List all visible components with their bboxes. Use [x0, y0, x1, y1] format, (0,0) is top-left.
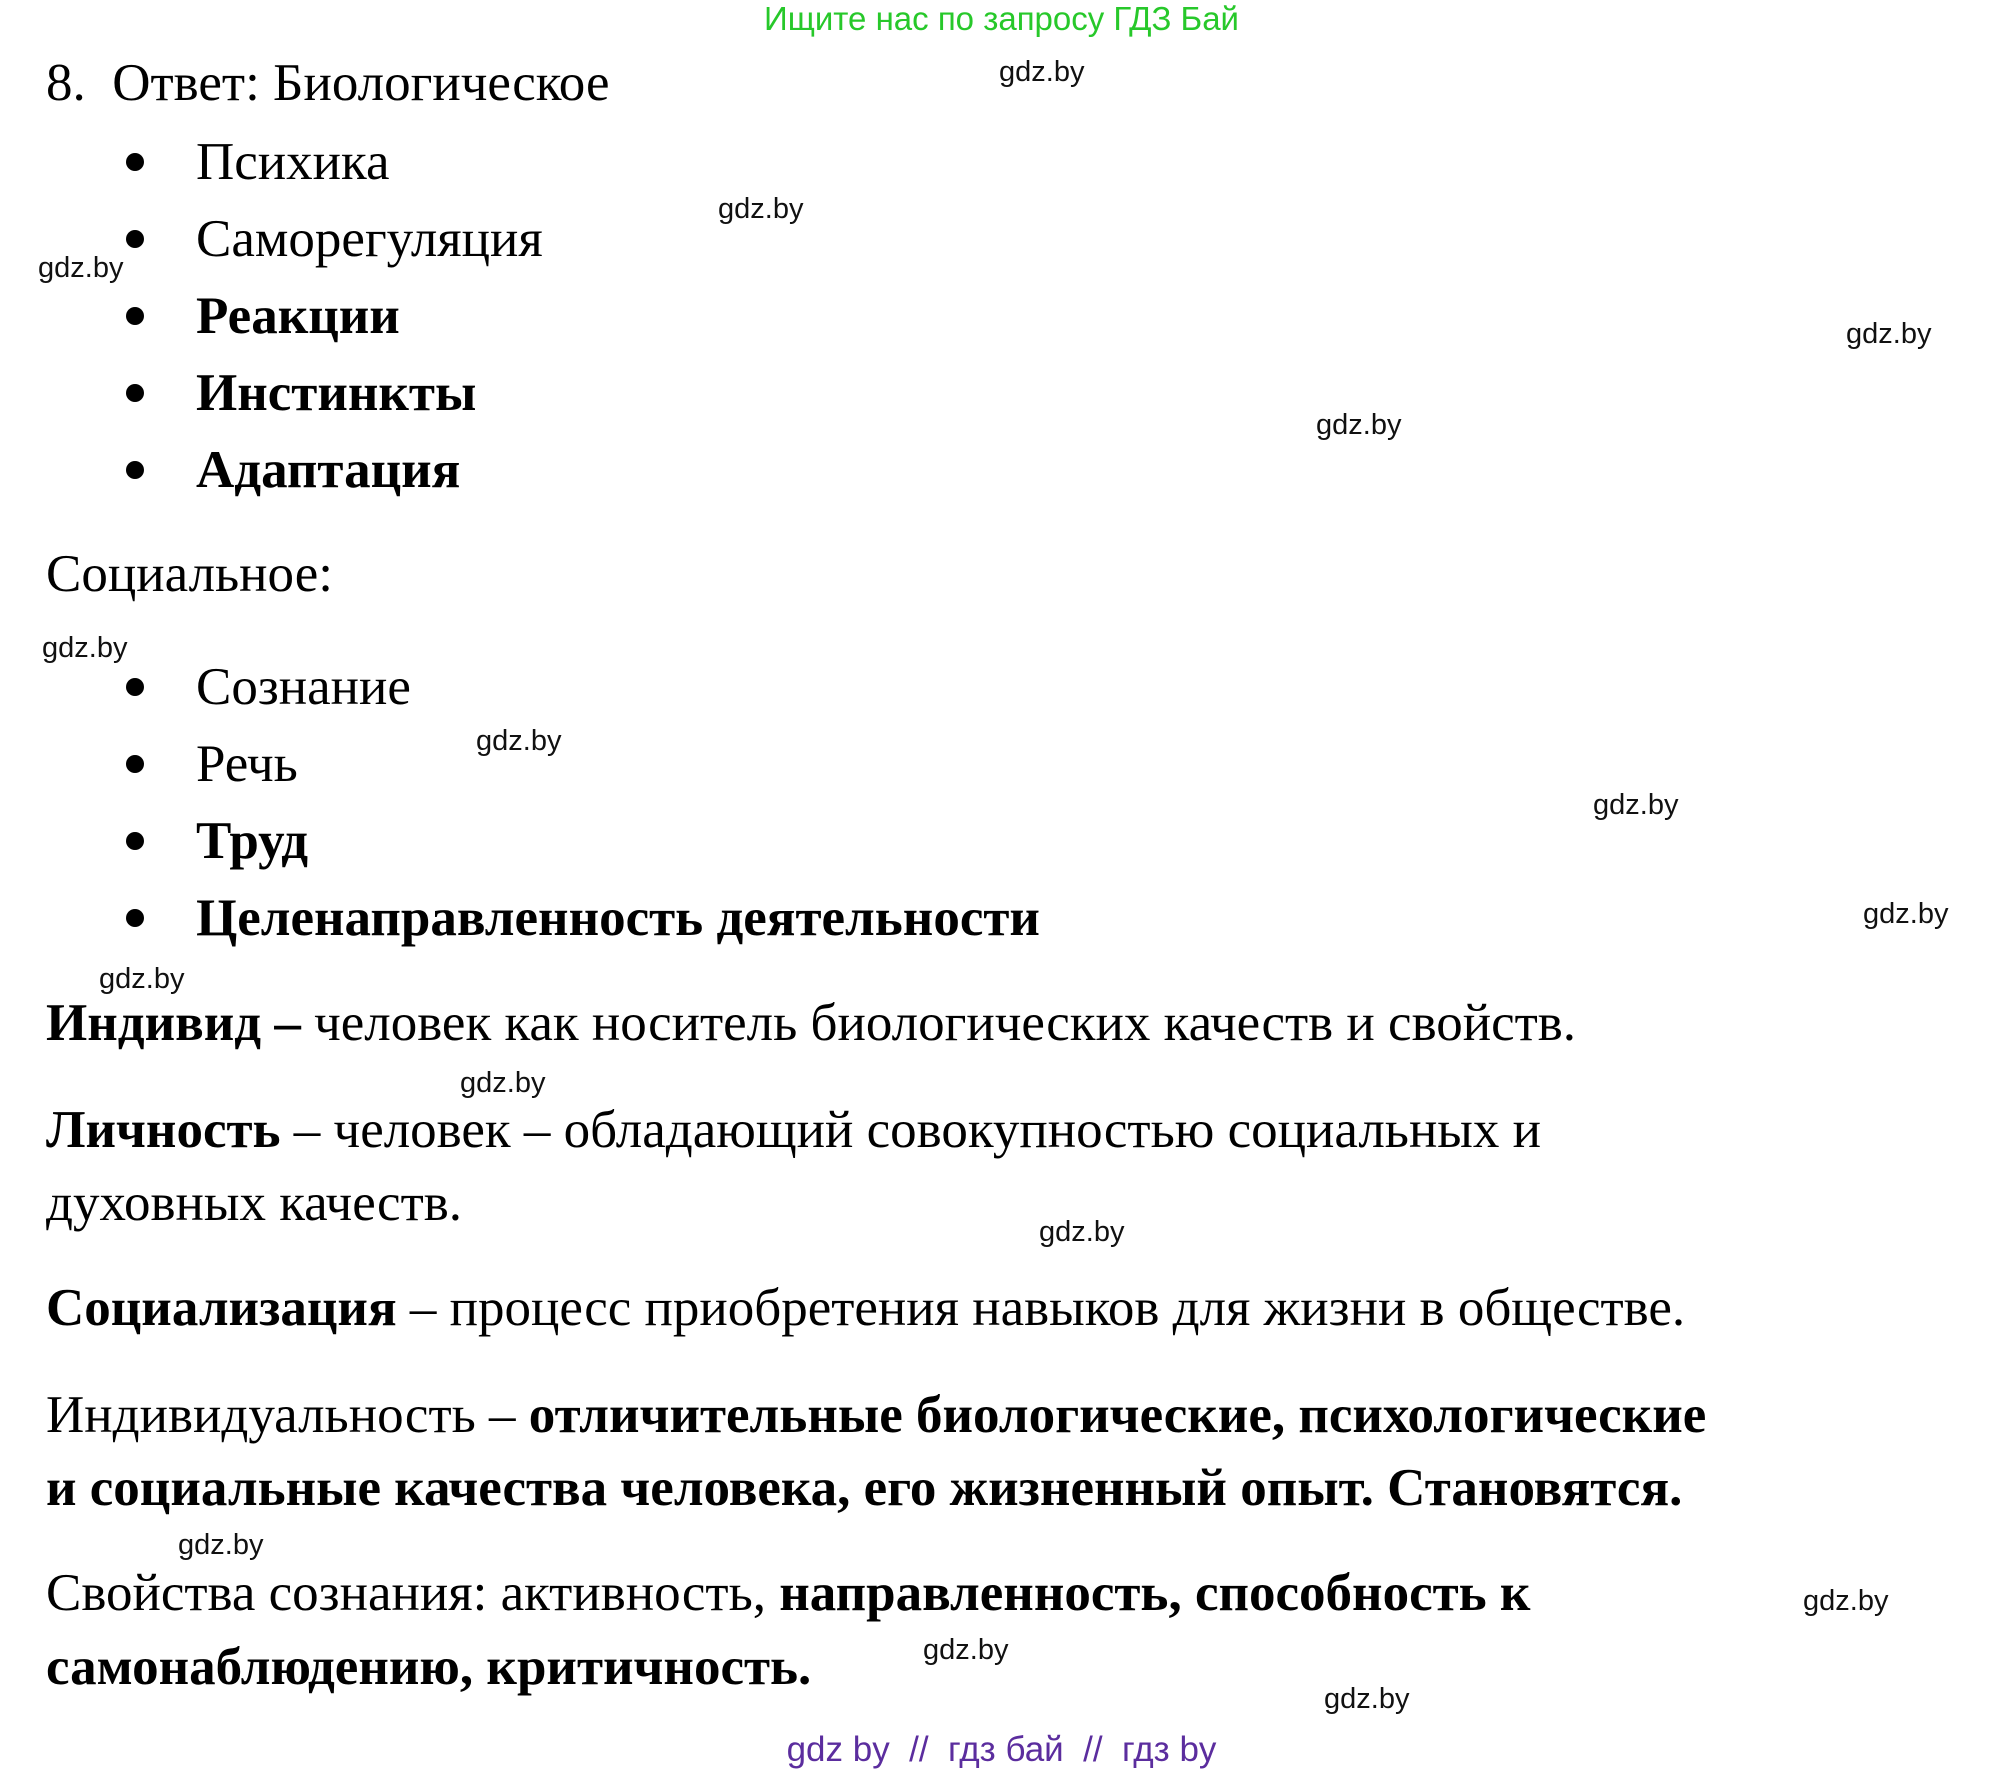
- list-item: Целенаправленность деятельности: [196, 889, 1040, 947]
- list-item: Психика: [196, 133, 390, 191]
- definition-lichnost-cont: духовных качеств.: [46, 1174, 463, 1232]
- watermark: gdz.by: [38, 252, 124, 284]
- watermark: gdz.by: [923, 1634, 1009, 1666]
- list-item: Труд: [196, 812, 309, 870]
- definition-individ: Индивид – человек как носитель биологических качеств и свойств.: [46, 994, 1577, 1052]
- bullet-icon: [126, 678, 144, 696]
- bullet-icon: [126, 384, 144, 402]
- footer-links[interactable]: gdz by // гдз бай // гдз by: [786, 1730, 1217, 1769]
- bullet-icon: [126, 153, 144, 171]
- bullet-icon: [126, 230, 144, 248]
- list-item: Сознание: [196, 658, 411, 716]
- list-item: Реакции: [196, 287, 400, 345]
- watermark: gdz.by: [460, 1067, 546, 1099]
- watermark: gdz.by: [1324, 1683, 1410, 1715]
- bullet-icon: [126, 307, 144, 325]
- list-item: Саморегуляция: [196, 210, 543, 268]
- watermark: gdz.by: [1316, 409, 1402, 441]
- watermark: gdz.by: [42, 632, 128, 664]
- answer-heading: 8. Ответ: Биологическое: [46, 54, 610, 112]
- watermark: gdz.by: [718, 193, 804, 225]
- watermark: gdz.by: [476, 725, 562, 757]
- watermark: gdz.by: [1846, 318, 1932, 350]
- definition-individuality-cont: и социальные качества человека, его жизненный опыт. Становятся.: [46, 1459, 1683, 1517]
- bullet-icon: [126, 832, 144, 850]
- bullet-icon: [126, 909, 144, 927]
- bullet-icon: [126, 755, 144, 773]
- watermark: gdz.by: [99, 963, 185, 995]
- definition-lichnost: Личность – человек – обладающий совокупностью социальных и: [46, 1101, 1542, 1159]
- bullet-icon: [126, 461, 144, 479]
- consciousness-properties: Свойства сознания: активность, направленность, способность к: [46, 1564, 1531, 1622]
- list-item: Речь: [196, 735, 298, 793]
- list-item: Адаптация: [196, 441, 461, 499]
- watermark: gdz.by: [1593, 789, 1679, 821]
- definition-individuality: Индивидуальность – отличительные биологические, психологические: [46, 1386, 1707, 1444]
- watermark: gdz.by: [1039, 1216, 1125, 1248]
- social-heading: Социальное:: [46, 545, 333, 603]
- list-item: Инстинкты: [196, 364, 477, 422]
- consciousness-properties-cont: самонаблюдению, критичность.: [46, 1638, 812, 1696]
- watermark: gdz.by: [1803, 1585, 1889, 1617]
- definition-socialization: Социализация – процесс приобретения навыков для жизни в обществе.: [46, 1279, 1686, 1337]
- watermark: gdz.by: [999, 56, 1085, 88]
- search-banner: Ищите нас по запросу ГДЗ Бай: [764, 0, 1239, 37]
- watermark: gdz.by: [1863, 898, 1949, 930]
- watermark: gdz.by: [178, 1529, 264, 1561]
